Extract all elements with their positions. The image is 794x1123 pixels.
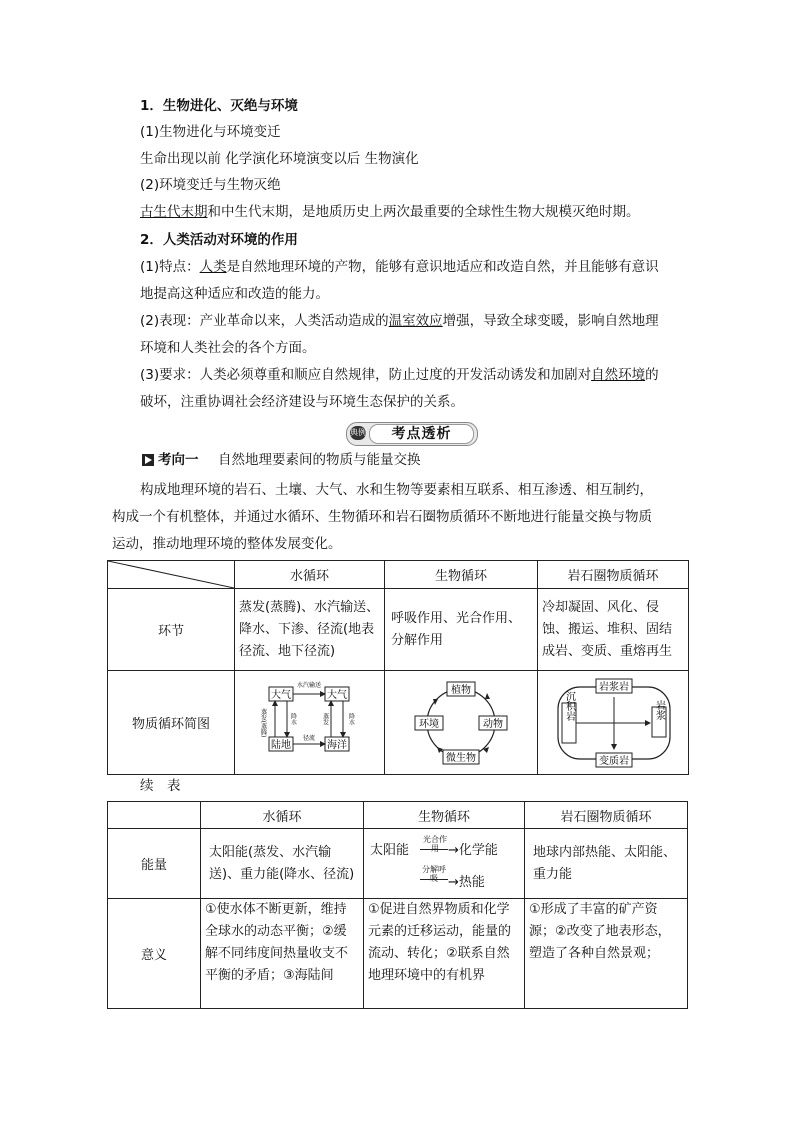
text: 增强，导致全球变暖，影响自然地理 (442, 313, 659, 329)
water-meaning: ①使水体不断更新，维持全球水的动态平衡；②缓解不同纬度间热量收支不平衡的矛盾；③海陆间 (201, 899, 364, 1009)
transport-label: 水汽输送 (296, 681, 322, 689)
intro-line1: 构成地理环境的岩石、土壤、大气、水和生物等要素相互联系、相互渗透、相互制约， (140, 482, 653, 498)
header-rock: 岩石圈物质循环 (538, 561, 689, 589)
bio-links: 呼吸作用、光合作用、分解作用 (385, 589, 538, 671)
banner-badge: 典例 (350, 426, 366, 440)
text: (3)要求：人类必须尊重和顺应自然规律，防止过度的开发活动诱发和加剧对 (140, 367, 592, 383)
section1-sub2: (2)环境变迁与生物灭绝 (140, 177, 281, 193)
magma-rock-label: 岩浆岩 (599, 681, 629, 693)
water-energy: 太阳能(蒸发、水汽输送)、重力能(降水、径流) (201, 829, 364, 899)
water-links: 蒸发(蒸腾)、水汽输送、降水、下渗、径流(地表径流、地下径流) (235, 589, 385, 671)
text: 的 (645, 367, 659, 383)
empty-header-cell (108, 802, 201, 829)
atm2-label: 大气 (327, 689, 347, 701)
chem-label: →化学能 (448, 842, 498, 858)
diagonal-header-cell (108, 561, 235, 589)
row-label-meaning: 意义 (108, 899, 201, 1009)
section2-p1 (140, 258, 659, 276)
bio-cycle-diagram (385, 671, 538, 775)
rock-links: 冷却凝固、风化、侵蚀、搬运、堆积、固结成岩、变质、重熔再生 (538, 589, 689, 671)
meta-label: 变质岩 (599, 755, 629, 767)
continued-label: 续 表 (140, 778, 181, 794)
sediment-label: 沉积岩 (563, 690, 575, 721)
underlined-term: 温室效应 (388, 313, 443, 329)
section2-p2 (140, 312, 659, 330)
header-bio: 生物循环 (385, 561, 538, 589)
section2-p3-cont: 破坏，注重协调社会经济建设与环境生态保护的关系。 (140, 394, 464, 410)
section2-heading: 2．人类活动对环境的作用 (140, 232, 298, 248)
animal-label: 动物 (483, 718, 503, 730)
precip-label: 降水 (289, 712, 297, 725)
water-cycle-diagram (235, 671, 385, 775)
header-water: 水循环 (201, 802, 364, 829)
row-label-diagram: 物质循环简图 (108, 671, 235, 775)
banner-title: 考点透析 (369, 424, 474, 444)
solar-label: 太阳能 (370, 842, 410, 858)
evap2-label: 蒸发 (321, 712, 329, 725)
section1-line1: 生命出现以前 化学演化环境演变以后 生物演化 (140, 151, 419, 167)
micro-label: 微生物 (446, 752, 476, 764)
bio-meaning: ①促进自然界物质和化学元素的迁移运动，能量的流动、转化；②联系自然地理环境中的有机界 (364, 899, 525, 1009)
rock-energy: 地球内部热能、太阳能、重力能 (525, 829, 688, 899)
text: (2)表现：产业革命以来，人类活动造成的 (140, 313, 389, 329)
section1-line2 (140, 203, 640, 221)
text: 和中生代末期，是地质历史上两次最重要的全球性生物大规模灭绝时期。 (207, 204, 640, 220)
direction-title: 自然地理要素间的物质与能量交换 (218, 452, 421, 468)
header-rock: 岩石圈物质循环 (525, 802, 688, 829)
section2-p3 (140, 366, 659, 384)
plant-label: 植物 (451, 684, 471, 696)
header-water: 水循环 (235, 561, 385, 589)
arrow-line (420, 879, 448, 880)
row-label-links: 环节 (108, 589, 235, 671)
play-icon (142, 454, 154, 466)
underlined-term: 人类 (199, 259, 227, 275)
rock-cycle-diagram (538, 671, 689, 775)
intro-line2: 构成一个有机整体，并通过水循环、生物循环和岩石圈物质循环不断地进行能量交换与物质 (112, 509, 652, 525)
precip2-label: 降水 (347, 712, 355, 725)
evap3-label: 蒸发(蒸腾) (259, 708, 267, 737)
energy-table (107, 801, 688, 1009)
decomp-label: 分解呼吸 (422, 864, 446, 883)
heat-text: 热能 (458, 874, 485, 890)
runoff-label: 径流 (302, 734, 316, 742)
section2-p1-cont: 地提高这种适应和改造的能力。 (140, 286, 329, 302)
env-label: 环境 (419, 718, 439, 730)
ocean-label: 海洋 (327, 739, 347, 751)
heat-label: →热能 (448, 874, 485, 890)
section2-p2-cont: 环境和人类社会的各个方面。 (140, 340, 316, 356)
section1-heading: 1．生物进化、灭绝与环境 (140, 98, 298, 114)
text: 是自然地理环境的产物，能够有意识地适应和改造自然，并且能够有意识 (226, 259, 659, 275)
direction-label: 考向一 (158, 452, 199, 468)
rock-meaning: ①形成了丰富的矿产资源；②改变了地表形态，塑造了各种自然景观； (525, 899, 688, 1009)
atm1-label: 大气 (271, 689, 291, 701)
arrow-line (420, 849, 448, 850)
intro-line3: 运动，推动地理环境的整体发展变化。 (112, 536, 342, 552)
row-label-energy: 能量 (108, 829, 201, 899)
header-bio: 生物循环 (364, 802, 525, 829)
underlined-term: 古生代末期 (140, 204, 208, 220)
section-banner (346, 422, 478, 446)
land-label: 陆地 (271, 739, 291, 751)
photo-label: 光合作用 (423, 834, 447, 853)
section1-sub1: (1)生物进化与环境变迁 (140, 124, 281, 140)
cycle-table (107, 560, 689, 775)
text: (1)特点： (140, 259, 200, 275)
chem-text: 化学能 (458, 842, 498, 858)
bio-energy (364, 829, 525, 899)
magma-label: 岩浆 (653, 699, 665, 720)
underlined-term: 自然环境 (591, 367, 646, 383)
